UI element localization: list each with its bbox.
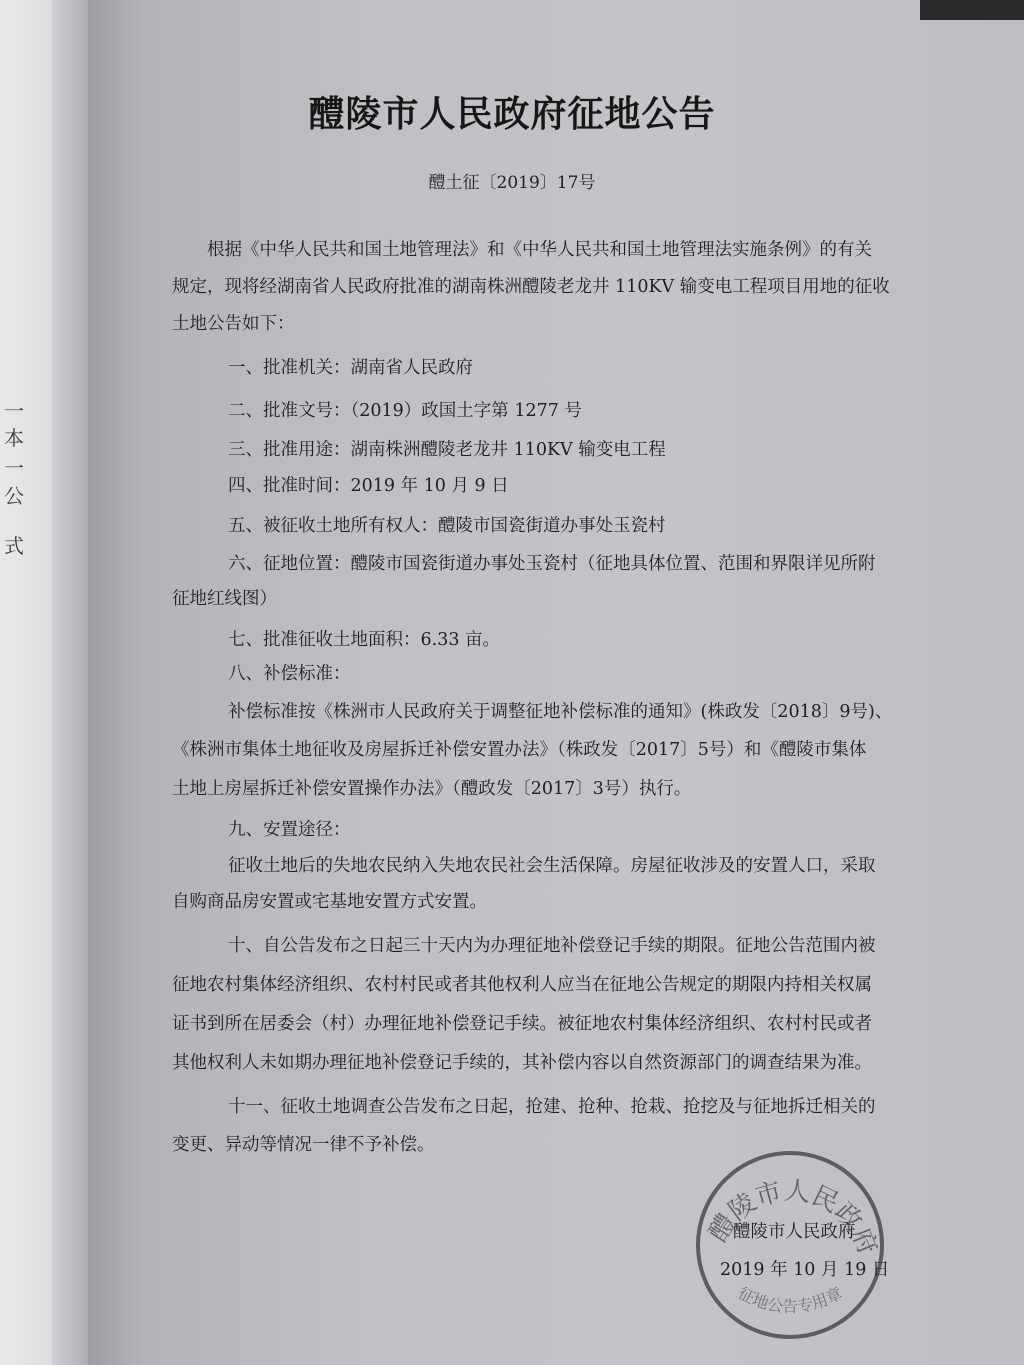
registration-text: 其他权利人未如期办理征地补偿登记手续的，其补偿内容以自然资源部门的调查结果为准。 xyxy=(172,1053,872,1073)
no-compensation-text: 十一、征收土地调查公告发布之日起，抢建、抢种、抢栽、抢挖及与征地拆迁相关的 xyxy=(228,1097,876,1117)
signature-date: 2019 年 10 月 19 日 xyxy=(720,1260,890,1280)
item-location-cont: 征地红线图） xyxy=(172,589,277,609)
adjacent-page xyxy=(0,0,92,1365)
signature-organization: 醴陵市人民政府 xyxy=(733,1222,856,1242)
seal-ring-text: 醴陵市人民政府 xyxy=(703,1176,883,1259)
adjacent-page-char: 本 xyxy=(4,426,24,450)
registration-text: 征地农村集体经济组织、农村村民或者其他权利人应当在征地公告规定的期限内持相关权属 xyxy=(172,975,872,995)
item-area: 七、批准征收土地面积：6.33 亩。 xyxy=(228,630,501,650)
page-fold-shadow xyxy=(52,0,92,1365)
official-seal-icon xyxy=(690,1145,890,1345)
adjacent-page-char: 一 xyxy=(4,399,24,423)
preamble-line: 根据《中华人民共和国土地管理法》和《中华人民共和国土地管理法实施条例》的有关 xyxy=(207,240,872,260)
item-approval-authority: 一、批准机关：湖南省人民政府 xyxy=(228,358,473,378)
compensation-text: 土地上房屋拆迁补偿安置操作办法》（醴政发〔2017〕3号）执行。 xyxy=(172,779,692,799)
adjacent-page-char: 一 xyxy=(4,456,24,480)
resettlement-text: 自购商品房安置或宅基地安置方式安置。 xyxy=(172,892,487,912)
registration-text: 证书到所在居委会（村）办理征地补偿登记手续。被征地农村集体经济组织、农村村民或者 xyxy=(172,1014,872,1034)
item-compensation-heading: 八、补偿标准： xyxy=(228,664,351,684)
item-approval-purpose: 三、批准用途：湖南株洲醴陵老龙井 110KV 输变电工程 xyxy=(228,440,666,460)
document-title: 醴陵市人民政府征地公告 xyxy=(308,93,716,135)
preamble-line: 规定，现将经湖南省人民政府批准的湖南株洲醴陵老龙井 110KV 输变电工程项目用地的征收 xyxy=(172,277,890,297)
item-resettlement-heading: 九、安置途径： xyxy=(228,820,351,840)
preamble-line: 土地公告如下： xyxy=(172,314,295,334)
compensation-text: 补偿标准按《株洲市人民政府关于调整征地补偿标准的通知》(株政发〔2018〕9号)、 xyxy=(228,702,893,722)
item-location: 六、征地位置：醴陵市国瓷街道办事处玉瓷村（征地具体位置、范围和界限详见所附 xyxy=(228,554,876,574)
background-edge xyxy=(920,0,1024,20)
no-compensation-text: 变更、异动等情况一律不予补偿。 xyxy=(172,1135,435,1155)
document-number: 醴土征〔2019〕17号 xyxy=(428,173,596,193)
item-approval-number: 二、批准文号：（2019）政国土字第 1277 号 xyxy=(228,401,582,421)
seal-bottom-text: 征地公告专用章 xyxy=(735,1283,846,1317)
adjacent-page-char: 公 xyxy=(4,484,24,508)
adjacent-page-char: 式 xyxy=(4,534,24,558)
registration-text: 十、自公告发布之日起三十天内为办理征地补偿登记手续的期限。征地公告范围内被 xyxy=(228,936,876,956)
compensation-text: 《株洲市集体土地征收及房屋拆迁补偿安置办法》（株政发〔2017〕5号）和《醴陵市集体 xyxy=(172,740,867,760)
item-approval-date: 四、批准时间：2019 年 10 月 9 日 xyxy=(228,476,509,496)
resettlement-text: 征收土地后的失地农民纳入失地农民社会生活保障。房屋征收涉及的安置人口，采取 xyxy=(228,856,876,876)
item-land-owner: 五、被征收土地所有权人：醴陵市国瓷街道办事处玉瓷村 xyxy=(228,516,666,536)
